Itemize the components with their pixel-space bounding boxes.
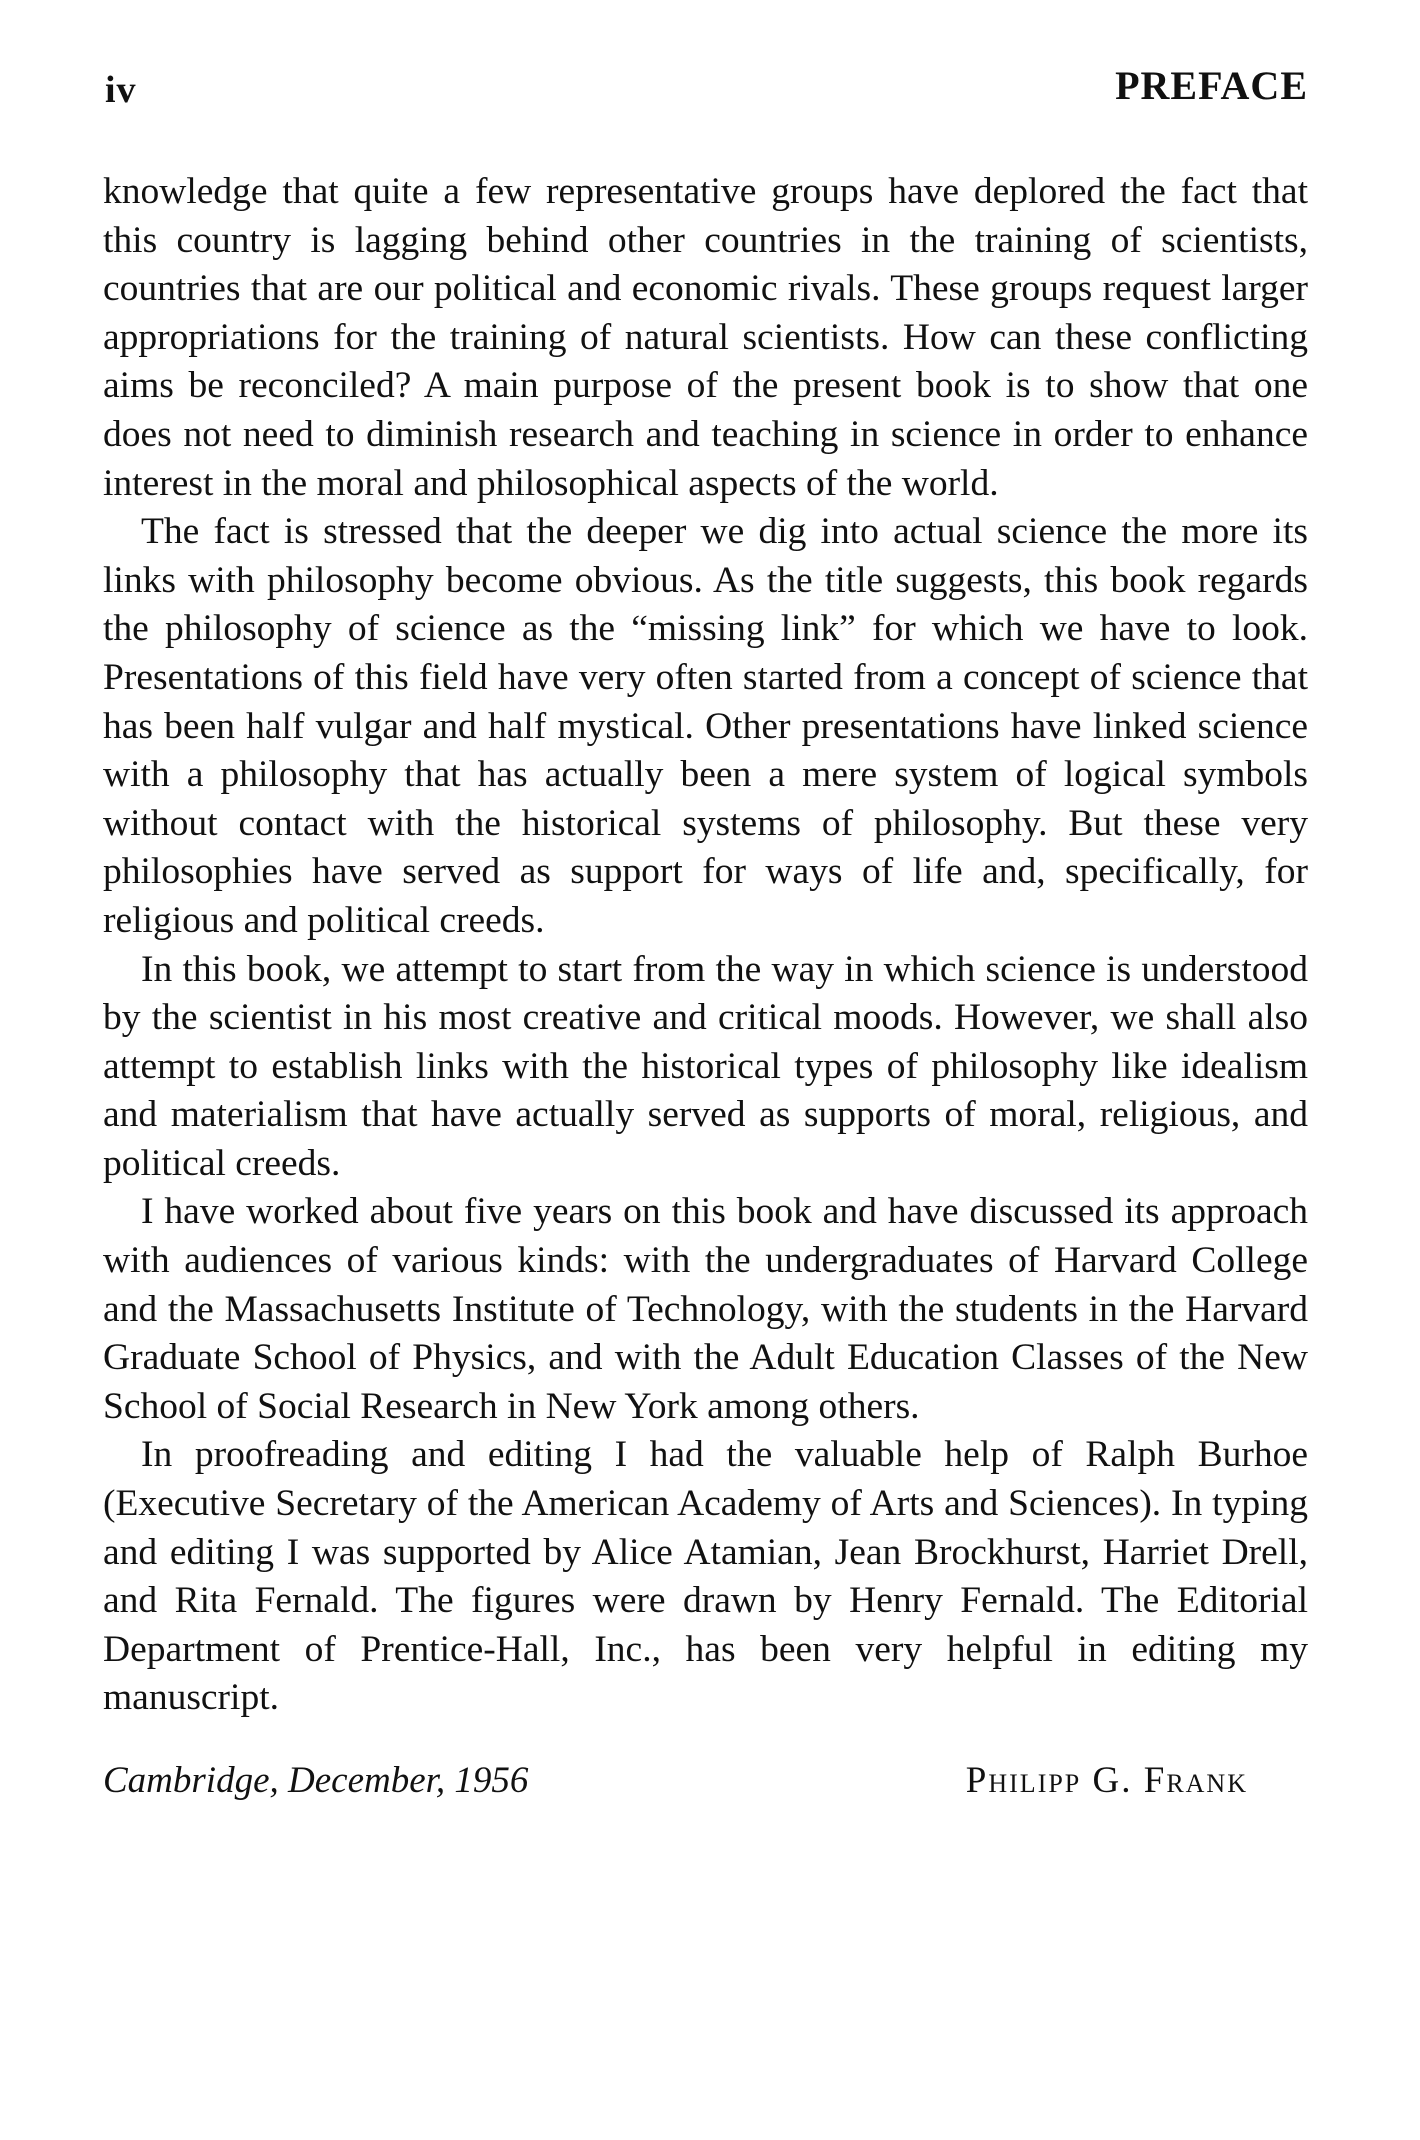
preface-body (103, 168, 1308, 1723)
book-page (103, 58, 1308, 1819)
paragraph: I have worked about five years on this book and have discussed its approach with audiences of various kinds: with the undergraduates of Harvard College and the Massachusetts Institute of Technology, with the students in the Harvard Graduate School of Physics, and with the Adult Education Classes of the New School of Social Research in New York among others. (103, 1191, 1308, 1427)
paragraph: In this book, we attempt to start from the way in which science is understood by the scientist in his most creative and critical moods. However, we shall also attempt to establish links with the historical types of philosophy like idealism and materialism that have actually served as supports of moral, religious, and political creeds. (103, 948, 1308, 1184)
signature-line (103, 1759, 1308, 1819)
paragraph-continuation: knowledge that quite a few representative groups have deplored the fact that this country is lagging behind other countries in the training of scientists, countries that are our political and economic rivals. These groups request larger appropriations for the training of natural scientists. How can these conflicting aims be reconciled? A main purpose of the present book is to show that one does not need to diminish research and teaching in science in order to enhance interest in the moral and philosophical aspects of the world. (103, 171, 1308, 504)
author-name: Philipp G. Frank (965, 1760, 1248, 1801)
page-number: iv (105, 69, 137, 111)
running-head (103, 58, 1308, 116)
paragraph: The fact is stressed that the deeper we dig into actual science the more its links with philosophy become obvious. As the title suggests, this book regards the philosophy of science as the “missing link” for which we have to look. Presentations of this field have very often started from a concept of science that has been half vulgar and half mystical. Other presentations have linked science with a philosophy that has actually been a mere system of logical symbols without contact with the historical systems of philosophy. But these very philosophies have served as support for ways of life and, specifically, for religious and political creeds. (103, 511, 1308, 941)
running-title: PREFACE (1115, 63, 1308, 108)
paragraph: In proofreading and editing I had the valuable help of Ralph Burhoe (Executive Secretary of the American Academy of Arts and Sciences). In typing and editing I was supported by Alice Atamian, Jean Brockhurst, Harriet Drell, and Rita Fernald. The figures were drawn by Henry Fernald. The Editorial Department of Prentice-Hall, Inc., has been very helpful in editing my manuscript. (103, 1434, 1308, 1719)
place-and-date: Cambridge, December, 1956 (103, 1760, 529, 1801)
